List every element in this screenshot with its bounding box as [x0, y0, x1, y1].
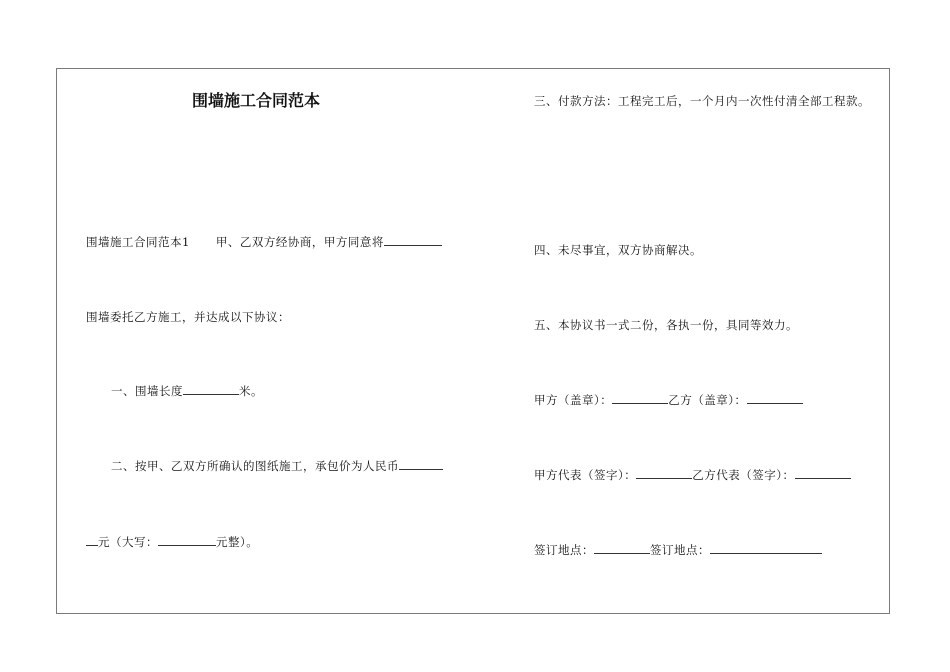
signing-location-label-b: 签订地点： [650, 543, 710, 557]
document-page-frame [56, 68, 890, 614]
clause-1 [111, 384, 263, 398]
clause-3: 三、付款方法：工程完工后，一个月内一次性付清全部工程款。 [534, 94, 870, 108]
clause-1-text: 一、围墙长度 [111, 384, 183, 398]
clause-2-continued [86, 535, 258, 549]
blank-field [710, 543, 822, 554]
blank-field [384, 235, 442, 246]
clause-2-amount-end: 元整）。 [216, 535, 259, 549]
blank-field [183, 384, 239, 395]
paragraph-intro [86, 235, 442, 249]
document-title: 围墙施工合同范本 [192, 91, 321, 110]
blank-field [86, 535, 98, 546]
blank-field [158, 535, 216, 546]
signing-location-row [534, 543, 822, 557]
paragraph-commission: 围墙委托乙方施工，并达成以下协议： [86, 310, 290, 324]
paragraph-intro-label: 围墙施工合同范本1 [86, 235, 190, 249]
signing-location-label-a: 签订地点： [534, 543, 594, 557]
blank-field [399, 459, 443, 470]
clause-2 [111, 459, 443, 473]
clause-2-amount-label: 元（大写： [98, 535, 158, 549]
paragraph-intro-text: 甲、乙双方经协商，甲方同意将 [215, 235, 384, 249]
party-b-seal-label: 乙方（盖章）： [668, 393, 747, 407]
party-b-representative-label: 乙方代表（签字）： [692, 468, 795, 482]
clause-4: 四、未尽事宜，双方协商解决。 [534, 243, 702, 257]
party-a-representative-label: 甲方代表（签字）： [534, 468, 637, 482]
party-a-seal-label: 甲方（盖章）： [534, 393, 613, 407]
blank-field [747, 393, 803, 404]
blank-field [612, 393, 668, 404]
blank-field [795, 468, 851, 479]
clause-5: 五、本协议书一式二份，各执一份，具同等效力。 [534, 318, 798, 332]
signature-seal-row [534, 393, 803, 407]
clause-2-text: 二、按甲、乙双方所确认的图纸施工，承包价为人民币 [111, 459, 399, 473]
blank-field [636, 468, 692, 479]
clause-1-unit: 米。 [239, 384, 263, 398]
signature-representative-row [534, 468, 851, 482]
blank-field [594, 543, 650, 554]
